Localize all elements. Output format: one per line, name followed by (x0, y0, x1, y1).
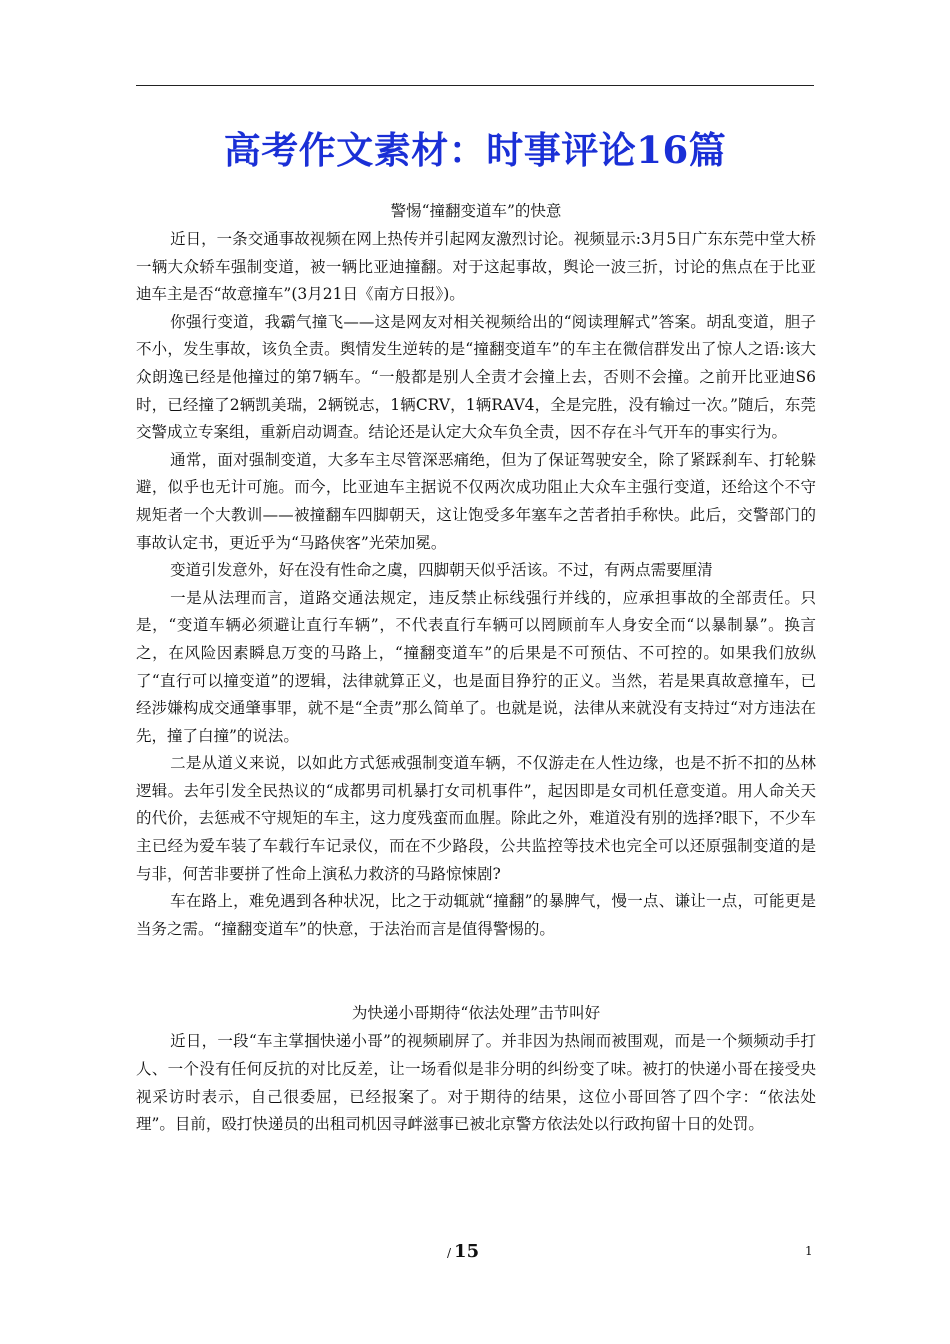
header-rule (136, 85, 814, 86)
article-1 (136, 197, 816, 943)
paragraph: 变道引发意外，好在没有性命之虞，四脚朝天似乎活该。不过，有两点需要厘清 (170, 561, 713, 580)
total-pages: 15 (454, 1241, 480, 1262)
document-title: 高考作文素材：时事评论16篇 (223, 128, 727, 172)
article-2 (136, 999, 816, 1138)
paragraph: 车在路上，难免遇到各种状况，比之于动辄就“撞翻”的暴脾气，慢一点、谦让一点，可能更是当务之需。“撞翻变道车”的快意，于法治而言是值得警惕的。 (136, 892, 816, 938)
paragraph: 近日，一段“车主掌掴快递小哥”的视频刷屏了。并非因为热闹而被围观，而是一个频频动手打人、一个没有任何反抗的对比反差，让一场看似是非分明的纠纷变了味。被打的快递小哥在接受央视采访时表示，自己很委屈，已经报案了。对于期待的结果，这位小哥回答了四个字：“依法处理”。目前，殴打快递员的出租司机因寻衅滋事已被北京警方依法处以行政拘留十日的处罚。 (136, 1032, 816, 1134)
paragraph: 你强行变道，我霸气撞飞——这是网友对相关视频给出的“阅读理解式”答案。胡乱变道，胆子不小，发生事故，该负全责。舆情发生逆转的是“撞翻变道车”的车主在微信群发出了惊人之语:该大众朗逸已经是他撞过的第7辆车。“一般都是别人全责才会撞上去，否则不会撞。之前开比亚迪S6时，已经撞了2辆凯美瑞，2辆锐志，1辆CRV，1辆RAV4，全是完胜，没有输过一次。”随后，东莞交警成立专案组，重新启动调查。结论还是认定大众车负全责，因不存在斗气开车的事实行为。 (136, 312, 816, 442)
page-count (447, 1241, 479, 1262)
article-title: 警惕“撞翻变道车”的快意 (390, 202, 562, 220)
paragraph: 近日，一条交通事故视频在网上热传并引起网友激烈讨论。视频显示:3月5日广东东莞中堂大桥一辆大众轿车强制变道，被一辆比亚迪撞翻。对于这起事故，舆论一波三折，讨论的焦点在于比亚迪车主是否“故意撞车”(3月21日《南方日报》)。 (136, 230, 816, 304)
page-slash: / (447, 1246, 452, 1260)
paragraph: 一是从法理而言，道路交通法规定，违反禁止标线强行并线的，应承担事故的全部责任。只是，“变道车辆必须避让直行车辆”，不代表直行车辆可以罔顾前车人身安全而“以暴制暴”。换言之，在风险因素瞬息万变的马路上，“撞翻变道车”的后果是不可预估、不可控的。如果我们放纵了“直行可以撞变道”的逻辑，法律就算正义，也是面目狰狞的正义。当然，若是果真故意撞车，已经涉嫌构成交通肇事罪，就不是“全责”那么简单了。也就是说，法律从来就没有支持过“对方违法在先，撞了白撞”的说法。 (136, 588, 816, 745)
paragraph: 通常，面对强制变道，大多车主尽管深恶痛绝，但为了保证驾驶安全，除了紧踩刹车、打轮躲避，似乎也无计可施。而今，比亚迪车主据说不仅两次成功阻止大众车主强行变道，还给这个不守规矩者一个大教训——被撞翻车四脚朝天，这让饱受多年塞车之苦者拍手称快。此后，交警部门的事故认定书，更近乎为“马路侠客”光荣加冕。 (136, 450, 816, 552)
article-title: 为快递小哥期待“依法处理”击节叫好 (351, 1004, 601, 1023)
document-body (136, 197, 816, 1139)
article-gap (136, 943, 816, 999)
paragraph: 二是从道义来说，以如此方式惩戒强制变道车辆，不仅游走在人性边缘，也是不折不扣的丛林逻辑。去年引发全民热议的“成都男司机暴打女司机事件”，起因即是女司机任意变道。用人命关天的代价，去惩戒不守规矩的车主，这力度残蛮而血腥。除此之外，难道没有别的选择?眼下，不少车主已经为爱车装了车载行车记录仪，而在不少路段，公共监控等技术也完全可以还原强制变道的是与非，何苦非要拼了性命上演私力救济的马路惊悚剧? (136, 754, 816, 883)
page-number: 1 (805, 1244, 813, 1258)
